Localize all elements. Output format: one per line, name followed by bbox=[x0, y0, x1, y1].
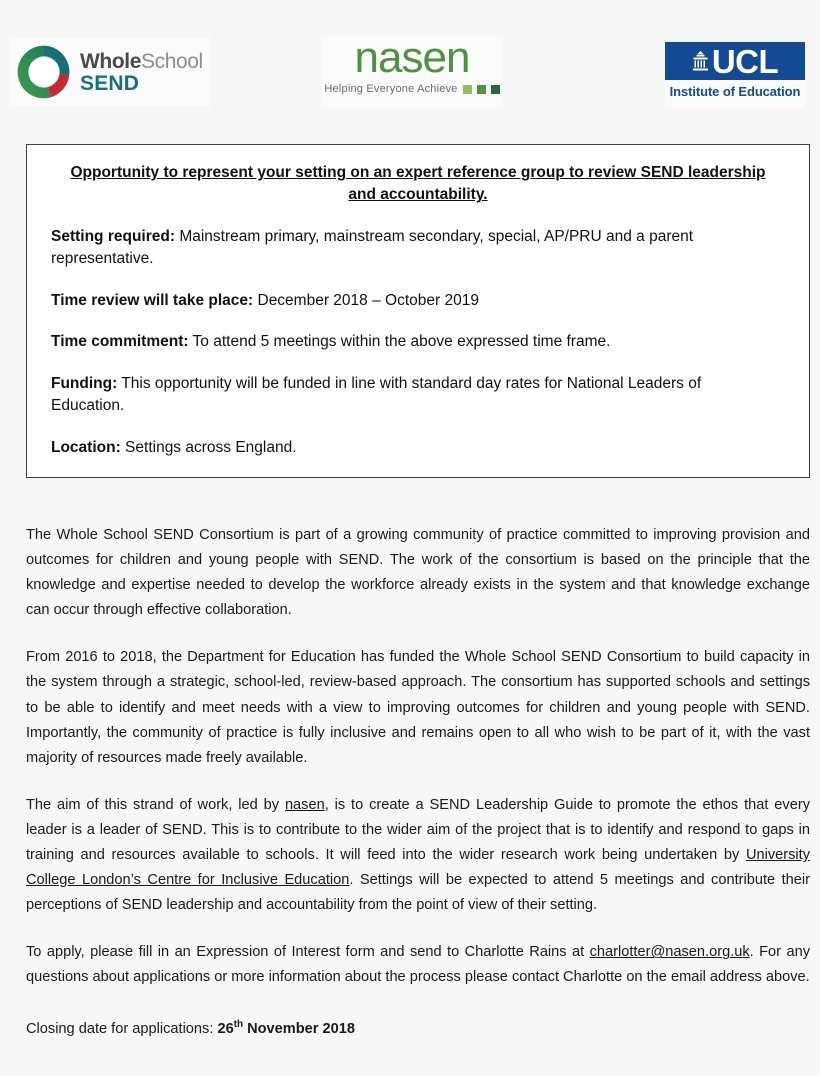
ucl-portico-icon bbox=[692, 50, 709, 72]
body-paragraph-2: From 2016 to 2018, the Department for Education has funded the Whole School SEND Consortium to build capacity in the system through a strategic, school-led, review-based approach. The consortium has supported schools and settings to be able to identify and meet needs with a view to improving outcomes for children and young people with SEND. Importantly, the community of practice is fully inclusive and remains open to all who wish to be part of it, with the vast majority of resources made freely available. bbox=[26, 649, 810, 766]
closing-date-day: 26 bbox=[217, 1020, 234, 1037]
paragraph-4-text-part-1: To apply, please fill in an Expression of Interest form and send to Charlotte Rains at bbox=[26, 944, 590, 961]
callout-label: Location: bbox=[51, 438, 121, 456]
nasen-wordmark: nasen bbox=[354, 33, 470, 82]
callout-value: To attend 5 meetings within the above expressed time frame. bbox=[188, 333, 611, 351]
body-paragraph-3 bbox=[26, 793, 810, 918]
callout-item-setting-required bbox=[51, 226, 751, 271]
body-paragraph-4 bbox=[26, 940, 810, 990]
closing-date-ordinal: th bbox=[233, 1018, 244, 1030]
nasen-square-light-icon bbox=[463, 85, 472, 94]
paragraph-3-text-part-3: . Settings will be expected to attend 5 meetings and contribute their perceptions of SEND leadership and accountability from the point of view of their setting. bbox=[26, 872, 810, 914]
nasen-tagline-row bbox=[322, 83, 502, 95]
ucl-cie-link[interactable]: University College London’s Centre for Inclusive Education bbox=[26, 847, 810, 889]
nasen-square-dark-icon bbox=[491, 85, 500, 94]
callout-title: Opportunity to represent your setting on an expert reference group to review SEND leadership and accountability. bbox=[70, 164, 766, 204]
callout-item-time-commitment bbox=[51, 331, 751, 353]
callout-item-location bbox=[51, 437, 751, 459]
whole-school-send-logo bbox=[10, 38, 210, 106]
callout-value: Mainstream primary, mainstream secondary, special, AP/PRU and a parent representative. bbox=[51, 227, 694, 268]
nasen-tagline: Helping Everyone Achieve bbox=[324, 83, 458, 95]
wss-word-send: SEND bbox=[80, 71, 140, 95]
paragraph-4-text-part-2: . For any questions about applications or more information about the process please contact Charlotte on the email address above. bbox=[26, 944, 810, 986]
paragraph-3-text-part-1: The aim of this strand of work, led by bbox=[26, 796, 285, 813]
callout-label: Time review will take place: bbox=[51, 291, 254, 309]
callout-label: Funding: bbox=[51, 374, 118, 392]
document-body bbox=[26, 523, 810, 1042]
contact-email-link[interactable]: charlotter@nasen.org.uk bbox=[589, 944, 750, 961]
logo-header-strip bbox=[0, 0, 820, 130]
callout-value: This opportunity will be funded in line with standard day rates for National Leaders of Education. bbox=[51, 374, 702, 415]
nasen-logo bbox=[322, 33, 502, 108]
closing-date-rest: November 2018 bbox=[243, 1020, 355, 1037]
callout-item-funding bbox=[51, 373, 751, 418]
closing-date-label: Closing date for applications: bbox=[26, 1020, 218, 1037]
callout-value: Settings across England. bbox=[120, 438, 297, 456]
paragraph-3-text-part-2: , is to create a SEND Leadership Guide to promote the ethos that every leader is a leader of SEND. This is to contribute to the wider aim of the project that is to identify and respond to gaps in training and resources available to schools. It will feed into the wider research work being undertaken by bbox=[26, 796, 810, 864]
callout-label: Setting required: bbox=[51, 227, 176, 245]
whole-school-send-wordmark bbox=[80, 51, 203, 94]
callout-value: December 2018 – October 2019 bbox=[253, 291, 479, 309]
wss-word-whole: Whole bbox=[80, 49, 141, 73]
ucl-wordmark: UCL bbox=[711, 42, 779, 80]
ucl-subtitle: Institute of Education bbox=[669, 84, 801, 99]
wss-word-school: School bbox=[141, 49, 203, 73]
circle-play-logo-icon bbox=[14, 42, 74, 102]
opportunity-callout-box bbox=[26, 144, 810, 478]
nasen-link[interactable]: nasen bbox=[284, 796, 325, 813]
callout-item-time-review bbox=[51, 290, 751, 312]
callout-label: Time commitment: bbox=[51, 333, 189, 351]
ucl-brand-block bbox=[665, 42, 805, 80]
body-paragraph-1: The Whole School SEND Consortium is part of a growing community of practice committed to improving provision and outcomes for children and young people with SEND. The work of the consortium is based on the principle that the knowledge and expertise needed to develop the workforce already exists in the system and that knowledge exchange can occur through effective collaboration. bbox=[26, 527, 810, 619]
nasen-square-medium-icon bbox=[477, 85, 486, 94]
ucl-logo bbox=[665, 42, 805, 108]
closing-date-line bbox=[26, 1017, 810, 1042]
